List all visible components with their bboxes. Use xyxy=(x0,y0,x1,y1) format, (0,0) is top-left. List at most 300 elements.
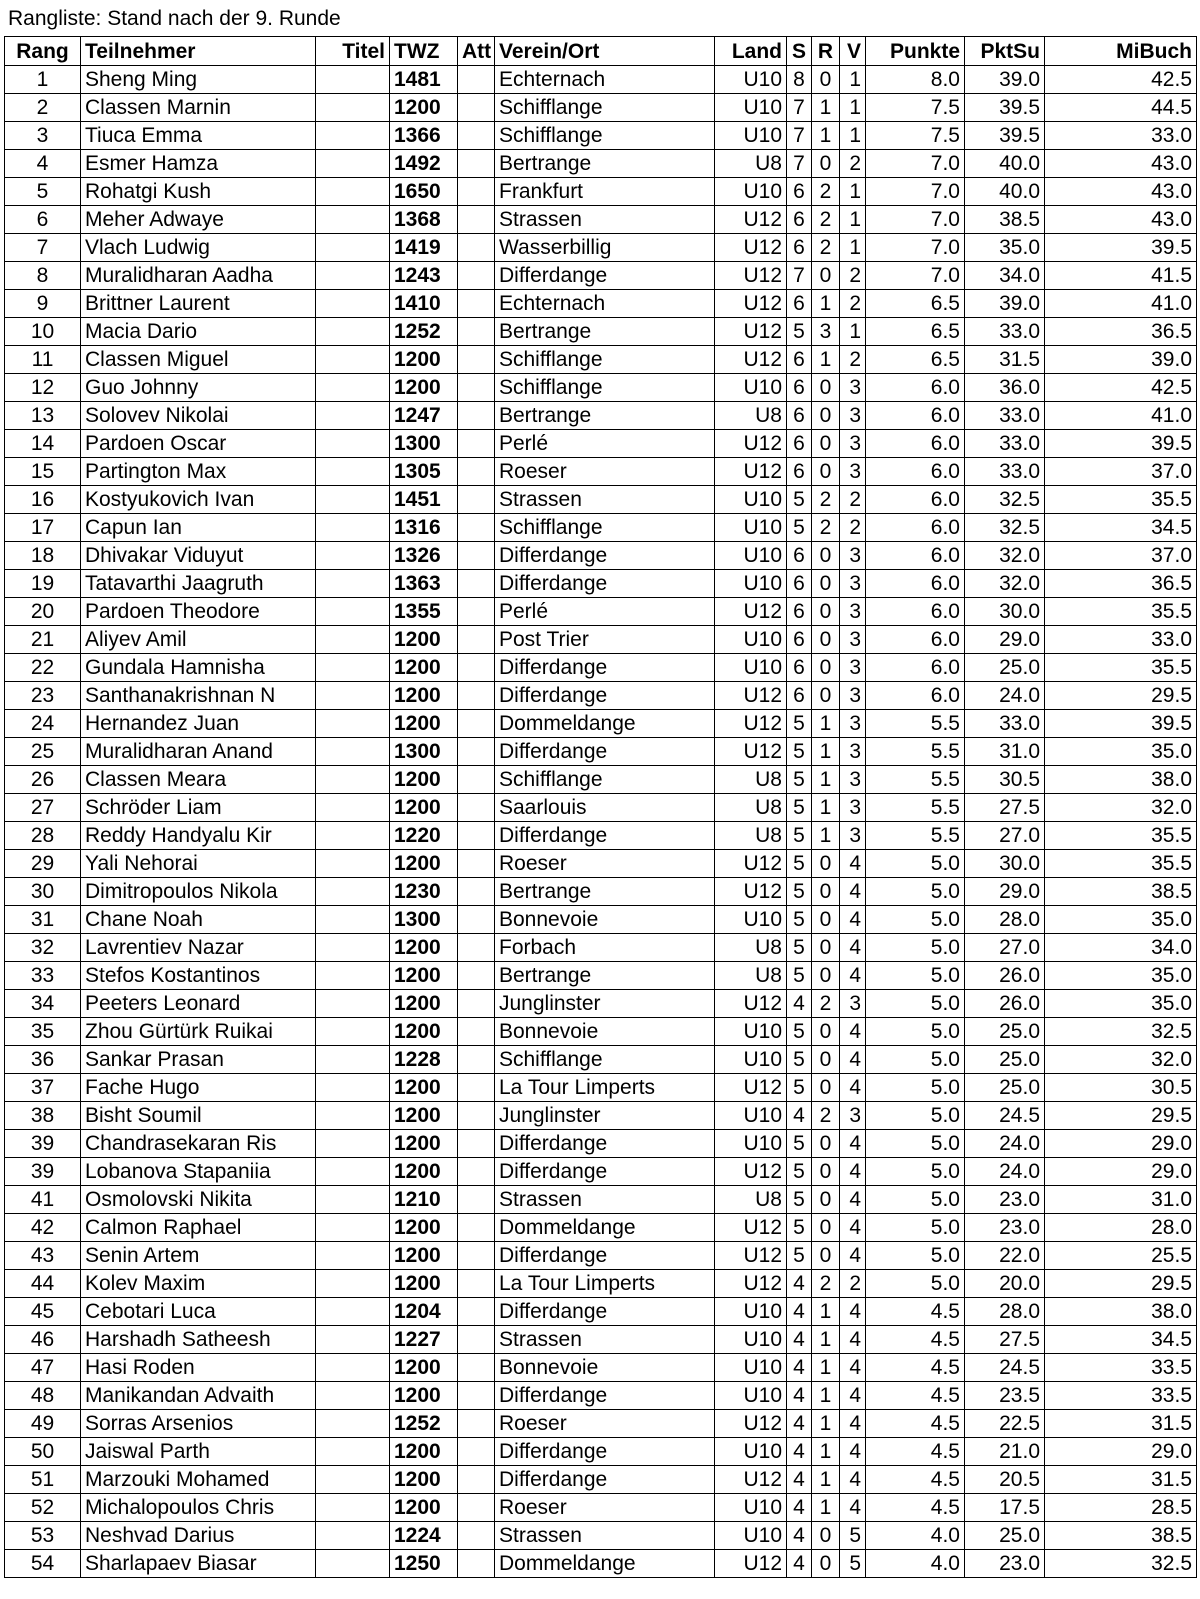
table-row xyxy=(5,654,1197,682)
table-row xyxy=(5,738,1197,766)
cell-rang: 8 xyxy=(5,262,81,290)
cell-s: 4 xyxy=(787,1270,812,1298)
cell-mibuch: 43.0 xyxy=(1045,150,1197,178)
cell-pktsu: 27.0 xyxy=(965,822,1045,850)
cell-att xyxy=(458,402,495,430)
cell-rang: 18 xyxy=(5,542,81,570)
cell-land: U10 xyxy=(715,486,787,514)
cell-land: U10 xyxy=(715,1018,787,1046)
cell-land: U8 xyxy=(715,794,787,822)
cell-land: U12 xyxy=(715,1550,787,1578)
cell-teilnehmer: Esmer Hamza xyxy=(81,150,316,178)
cell-twz: 1204 xyxy=(390,1298,458,1326)
cell-s: 4 xyxy=(787,1550,812,1578)
cell-att xyxy=(458,822,495,850)
cell-verein: Roeser xyxy=(495,1410,715,1438)
cell-verein: Echternach xyxy=(495,66,715,94)
cell-teilnehmer: Sorras Arsenios xyxy=(81,1410,316,1438)
cell-titel xyxy=(316,1214,390,1242)
cell-mibuch: 29.0 xyxy=(1045,1158,1197,1186)
cell-att xyxy=(458,1186,495,1214)
cell-titel xyxy=(316,1102,390,1130)
cell-rang: 3 xyxy=(5,122,81,150)
cell-teilnehmer: Guo Johnny xyxy=(81,374,316,402)
cell-punkte: 5.0 xyxy=(866,1270,965,1298)
cell-rang: 27 xyxy=(5,794,81,822)
cell-v: 3 xyxy=(840,570,866,598)
cell-pktsu: 33.0 xyxy=(965,318,1045,346)
table-row xyxy=(5,1018,1197,1046)
col-header-rang: Rang xyxy=(5,37,81,66)
col-header-twz: TWZ xyxy=(390,37,458,66)
cell-titel xyxy=(316,346,390,374)
cell-att xyxy=(458,1214,495,1242)
cell-punkte: 4.0 xyxy=(866,1550,965,1578)
cell-verein: Post Trier xyxy=(495,626,715,654)
cell-titel xyxy=(316,710,390,738)
cell-att xyxy=(458,1326,495,1354)
cell-pktsu: 22.5 xyxy=(965,1410,1045,1438)
cell-rang: 22 xyxy=(5,654,81,682)
cell-punkte: 5.0 xyxy=(866,1214,965,1242)
cell-att xyxy=(458,430,495,458)
table-row xyxy=(5,346,1197,374)
cell-v: 3 xyxy=(840,542,866,570)
cell-s: 5 xyxy=(787,766,812,794)
table-row xyxy=(5,1270,1197,1298)
cell-att xyxy=(458,1494,495,1522)
cell-verein: Strassen xyxy=(495,1326,715,1354)
cell-s: 6 xyxy=(787,430,812,458)
cell-titel xyxy=(316,1298,390,1326)
cell-land: U12 xyxy=(715,738,787,766)
table-row xyxy=(5,1298,1197,1326)
cell-s: 8 xyxy=(787,66,812,94)
cell-r: 0 xyxy=(812,878,840,906)
cell-pktsu: 20.0 xyxy=(965,1270,1045,1298)
cell-titel xyxy=(316,878,390,906)
cell-titel xyxy=(316,1242,390,1270)
cell-punkte: 5.0 xyxy=(866,1130,965,1158)
cell-pktsu: 39.5 xyxy=(965,94,1045,122)
cell-pktsu: 40.0 xyxy=(965,178,1045,206)
cell-rang: 30 xyxy=(5,878,81,906)
cell-rang: 46 xyxy=(5,1326,81,1354)
cell-twz: 1326 xyxy=(390,542,458,570)
cell-twz: 1200 xyxy=(390,374,458,402)
cell-punkte: 6.0 xyxy=(866,570,965,598)
cell-twz: 1200 xyxy=(390,710,458,738)
cell-twz: 1316 xyxy=(390,514,458,542)
cell-r: 0 xyxy=(812,66,840,94)
cell-verein: La Tour Limperts xyxy=(495,1270,715,1298)
cell-att xyxy=(458,178,495,206)
cell-rang: 32 xyxy=(5,934,81,962)
cell-land: U12 xyxy=(715,850,787,878)
cell-v: 3 xyxy=(840,374,866,402)
cell-teilnehmer: Chane Noah xyxy=(81,906,316,934)
cell-rang: 28 xyxy=(5,822,81,850)
cell-verein: Echternach xyxy=(495,290,715,318)
cell-s: 5 xyxy=(787,1242,812,1270)
cell-titel xyxy=(316,542,390,570)
cell-verein: Schifflange xyxy=(495,514,715,542)
cell-land: U10 xyxy=(715,1326,787,1354)
cell-rang: 44 xyxy=(5,1270,81,1298)
cell-verein: Bertrange xyxy=(495,150,715,178)
cell-mibuch: 35.0 xyxy=(1045,990,1197,1018)
cell-v: 3 xyxy=(840,654,866,682)
cell-mibuch: 34.5 xyxy=(1045,1326,1197,1354)
cell-titel xyxy=(316,626,390,654)
cell-r: 0 xyxy=(812,626,840,654)
table-row xyxy=(5,1522,1197,1550)
cell-mibuch: 41.0 xyxy=(1045,290,1197,318)
cell-verein: Dommeldange xyxy=(495,1550,715,1578)
cell-verein: Schifflange xyxy=(495,346,715,374)
cell-s: 6 xyxy=(787,542,812,570)
cell-rang: 54 xyxy=(5,1550,81,1578)
cell-r: 0 xyxy=(812,962,840,990)
cell-punkte: 4.5 xyxy=(866,1438,965,1466)
cell-land: U10 xyxy=(715,1382,787,1410)
cell-mibuch: 41.5 xyxy=(1045,262,1197,290)
cell-mibuch: 35.5 xyxy=(1045,822,1197,850)
cell-r: 1 xyxy=(812,1438,840,1466)
cell-r: 0 xyxy=(812,1186,840,1214)
table-row xyxy=(5,682,1197,710)
cell-mibuch: 32.5 xyxy=(1045,1018,1197,1046)
cell-land: U8 xyxy=(715,1186,787,1214)
cell-pktsu: 33.0 xyxy=(965,710,1045,738)
table-row xyxy=(5,766,1197,794)
cell-rang: 20 xyxy=(5,598,81,626)
cell-att xyxy=(458,794,495,822)
cell-teilnehmer: Capun Ian xyxy=(81,514,316,542)
cell-pktsu: 32.0 xyxy=(965,542,1045,570)
cell-titel xyxy=(316,1438,390,1466)
cell-v: 4 xyxy=(840,1466,866,1494)
col-header-land: Land xyxy=(715,37,787,66)
cell-pktsu: 32.0 xyxy=(965,570,1045,598)
cell-punkte: 5.0 xyxy=(866,850,965,878)
cell-punkte: 5.0 xyxy=(866,1018,965,1046)
cell-punkte: 6.0 xyxy=(866,598,965,626)
cell-titel xyxy=(316,178,390,206)
cell-teilnehmer: Brittner Laurent xyxy=(81,290,316,318)
table-row xyxy=(5,458,1197,486)
cell-verein: Bertrange xyxy=(495,878,715,906)
cell-pktsu: 28.0 xyxy=(965,1298,1045,1326)
cell-att xyxy=(458,374,495,402)
cell-r: 0 xyxy=(812,1214,840,1242)
cell-twz: 1300 xyxy=(390,738,458,766)
cell-titel xyxy=(316,1270,390,1298)
cell-twz: 1200 xyxy=(390,1130,458,1158)
cell-rang: 24 xyxy=(5,710,81,738)
cell-pktsu: 26.0 xyxy=(965,962,1045,990)
cell-rang: 45 xyxy=(5,1298,81,1326)
cell-v: 4 xyxy=(840,1046,866,1074)
cell-pktsu: 23.0 xyxy=(965,1550,1045,1578)
cell-rang: 14 xyxy=(5,430,81,458)
cell-titel xyxy=(316,262,390,290)
cell-att xyxy=(458,234,495,262)
table-row xyxy=(5,1410,1197,1438)
cell-teilnehmer: Manikandan Advaith xyxy=(81,1382,316,1410)
cell-att xyxy=(458,1522,495,1550)
cell-r: 2 xyxy=(812,1270,840,1298)
cell-r: 0 xyxy=(812,542,840,570)
cell-r: 0 xyxy=(812,598,840,626)
cell-v: 3 xyxy=(840,738,866,766)
cell-punkte: 4.5 xyxy=(866,1494,965,1522)
cell-att xyxy=(458,1074,495,1102)
cell-pktsu: 27.5 xyxy=(965,1326,1045,1354)
cell-pktsu: 25.0 xyxy=(965,654,1045,682)
cell-land: U10 xyxy=(715,1494,787,1522)
table-row xyxy=(5,1158,1197,1186)
cell-r: 1 xyxy=(812,1382,840,1410)
cell-twz: 1355 xyxy=(390,598,458,626)
cell-punkte: 5.0 xyxy=(866,1242,965,1270)
cell-v: 2 xyxy=(840,346,866,374)
table-row xyxy=(5,66,1197,94)
cell-s: 6 xyxy=(787,458,812,486)
cell-mibuch: 43.0 xyxy=(1045,178,1197,206)
cell-r: 2 xyxy=(812,1102,840,1130)
cell-r: 0 xyxy=(812,1018,840,1046)
cell-teilnehmer: Rohatgi Kush xyxy=(81,178,316,206)
cell-mibuch: 42.5 xyxy=(1045,374,1197,402)
cell-twz: 1200 xyxy=(390,1354,458,1382)
cell-punkte: 5.5 xyxy=(866,822,965,850)
cell-att xyxy=(458,150,495,178)
cell-rang: 23 xyxy=(5,682,81,710)
cell-r: 1 xyxy=(812,122,840,150)
cell-titel xyxy=(316,122,390,150)
cell-rang: 39 xyxy=(5,1130,81,1158)
cell-teilnehmer: Vlach Ludwig xyxy=(81,234,316,262)
cell-att xyxy=(458,598,495,626)
cell-r: 2 xyxy=(812,486,840,514)
cell-r: 2 xyxy=(812,206,840,234)
cell-att xyxy=(458,514,495,542)
cell-mibuch: 38.0 xyxy=(1045,766,1197,794)
table-row xyxy=(5,1130,1197,1158)
cell-titel xyxy=(316,94,390,122)
cell-v: 4 xyxy=(840,1214,866,1242)
cell-s: 5 xyxy=(787,962,812,990)
cell-verein: Strassen xyxy=(495,206,715,234)
cell-mibuch: 35.5 xyxy=(1045,654,1197,682)
cell-titel xyxy=(316,66,390,94)
cell-att xyxy=(458,1438,495,1466)
cell-punkte: 4.5 xyxy=(866,1326,965,1354)
cell-verein: Frankfurt xyxy=(495,178,715,206)
cell-teilnehmer: Senin Artem xyxy=(81,1242,316,1270)
cell-titel xyxy=(316,1130,390,1158)
cell-twz: 1243 xyxy=(390,262,458,290)
cell-mibuch: 38.0 xyxy=(1045,1298,1197,1326)
cell-att xyxy=(458,1466,495,1494)
table-row xyxy=(5,122,1197,150)
cell-mibuch: 33.0 xyxy=(1045,626,1197,654)
cell-mibuch: 29.0 xyxy=(1045,1438,1197,1466)
cell-mibuch: 39.5 xyxy=(1045,710,1197,738)
cell-twz: 1200 xyxy=(390,1102,458,1130)
cell-att xyxy=(458,94,495,122)
cell-pktsu: 36.0 xyxy=(965,374,1045,402)
cell-teilnehmer: Pardoen Theodore xyxy=(81,598,316,626)
cell-titel xyxy=(316,318,390,346)
cell-titel xyxy=(316,598,390,626)
cell-punkte: 5.0 xyxy=(866,1186,965,1214)
cell-pktsu: 38.5 xyxy=(965,206,1045,234)
cell-verein: Differdange xyxy=(495,682,715,710)
cell-rang: 38 xyxy=(5,1102,81,1130)
cell-rang: 37 xyxy=(5,1074,81,1102)
cell-verein: Differdange xyxy=(495,654,715,682)
cell-s: 4 xyxy=(787,1494,812,1522)
cell-s: 6 xyxy=(787,654,812,682)
cell-mibuch: 38.5 xyxy=(1045,878,1197,906)
cell-titel xyxy=(316,850,390,878)
cell-s: 4 xyxy=(787,1326,812,1354)
cell-s: 5 xyxy=(787,710,812,738)
cell-att xyxy=(458,1242,495,1270)
cell-punkte: 4.0 xyxy=(866,1522,965,1550)
cell-verein: Junglinster xyxy=(495,990,715,1018)
cell-mibuch: 31.5 xyxy=(1045,1410,1197,1438)
cell-titel xyxy=(316,430,390,458)
cell-twz: 1200 xyxy=(390,1382,458,1410)
cell-land: U12 xyxy=(715,1270,787,1298)
cell-twz: 1252 xyxy=(390,1410,458,1438)
cell-r: 1 xyxy=(812,1354,840,1382)
cell-mibuch: 33.5 xyxy=(1045,1382,1197,1410)
table-row xyxy=(5,934,1197,962)
cell-mibuch: 39.0 xyxy=(1045,346,1197,374)
cell-v: 1 xyxy=(840,94,866,122)
table-row xyxy=(5,1074,1197,1102)
cell-pktsu: 39.0 xyxy=(965,66,1045,94)
cell-att xyxy=(458,318,495,346)
table-row xyxy=(5,290,1197,318)
table-row xyxy=(5,1494,1197,1522)
cell-land: U10 xyxy=(715,626,787,654)
cell-twz: 1200 xyxy=(390,1074,458,1102)
cell-teilnehmer: Classen Meara xyxy=(81,766,316,794)
cell-punkte: 6.0 xyxy=(866,654,965,682)
cell-rang: 7 xyxy=(5,234,81,262)
cell-s: 6 xyxy=(787,682,812,710)
cell-rang: 43 xyxy=(5,1242,81,1270)
cell-att xyxy=(458,346,495,374)
cell-twz: 1200 xyxy=(390,1242,458,1270)
cell-att xyxy=(458,626,495,654)
cell-v: 3 xyxy=(840,682,866,710)
cell-teilnehmer: Santhanakrishnan N xyxy=(81,682,316,710)
cell-att xyxy=(458,262,495,290)
cell-twz: 1363 xyxy=(390,570,458,598)
cell-land: U10 xyxy=(715,66,787,94)
cell-punkte: 5.5 xyxy=(866,766,965,794)
cell-verein: Differdange xyxy=(495,570,715,598)
cell-land: U10 xyxy=(715,1354,787,1382)
cell-v: 3 xyxy=(840,430,866,458)
cell-teilnehmer: Peeters Leonard xyxy=(81,990,316,1018)
cell-att xyxy=(458,1158,495,1186)
cell-teilnehmer: Macia Dario xyxy=(81,318,316,346)
cell-v: 4 xyxy=(840,934,866,962)
cell-att xyxy=(458,1130,495,1158)
cell-att xyxy=(458,290,495,318)
col-header-punkte: Punkte xyxy=(866,37,965,66)
cell-punkte: 7.0 xyxy=(866,178,965,206)
col-header-mibuch: MiBuch xyxy=(1045,37,1197,66)
cell-r: 1 xyxy=(812,1494,840,1522)
cell-verein: Differdange xyxy=(495,1158,715,1186)
cell-teilnehmer: Osmolovski Nikita xyxy=(81,1186,316,1214)
cell-punkte: 4.5 xyxy=(866,1410,965,1438)
cell-s: 5 xyxy=(787,794,812,822)
cell-titel xyxy=(316,738,390,766)
cell-s: 7 xyxy=(787,150,812,178)
cell-mibuch: 29.5 xyxy=(1045,1270,1197,1298)
cell-pktsu: 27.5 xyxy=(965,794,1045,822)
table-row xyxy=(5,94,1197,122)
cell-teilnehmer: Dhivakar Viduyut xyxy=(81,542,316,570)
cell-twz: 1305 xyxy=(390,458,458,486)
cell-land: U12 xyxy=(715,234,787,262)
cell-twz: 1200 xyxy=(390,1466,458,1494)
cell-land: U10 xyxy=(715,1130,787,1158)
cell-att xyxy=(458,1550,495,1578)
cell-s: 4 xyxy=(787,1102,812,1130)
cell-verein: Strassen xyxy=(495,1522,715,1550)
cell-att xyxy=(458,654,495,682)
cell-punkte: 5.5 xyxy=(866,710,965,738)
cell-pktsu: 23.0 xyxy=(965,1186,1045,1214)
cell-mibuch: 35.5 xyxy=(1045,598,1197,626)
cell-mibuch: 34.5 xyxy=(1045,514,1197,542)
cell-land: U12 xyxy=(715,990,787,1018)
table-row xyxy=(5,1046,1197,1074)
cell-twz: 1200 xyxy=(390,850,458,878)
cell-verein: Bertrange xyxy=(495,962,715,990)
cell-rang: 29 xyxy=(5,850,81,878)
cell-land: U10 xyxy=(715,178,787,206)
cell-teilnehmer: Muralidharan Anand xyxy=(81,738,316,766)
cell-mibuch: 32.5 xyxy=(1045,1550,1197,1578)
cell-v: 5 xyxy=(840,1550,866,1578)
cell-titel xyxy=(316,906,390,934)
cell-verein: Differdange xyxy=(495,822,715,850)
cell-teilnehmer: Solovev Nikolai xyxy=(81,402,316,430)
cell-v: 3 xyxy=(840,458,866,486)
cell-pktsu: 21.0 xyxy=(965,1438,1045,1466)
cell-punkte: 6.0 xyxy=(866,542,965,570)
cell-teilnehmer: Tatavarthi Jaagruth xyxy=(81,570,316,598)
cell-verein: Schifflange xyxy=(495,94,715,122)
cell-twz: 1200 xyxy=(390,934,458,962)
cell-v: 1 xyxy=(840,206,866,234)
table-row xyxy=(5,430,1197,458)
cell-land: U12 xyxy=(715,1466,787,1494)
cell-att xyxy=(458,878,495,906)
cell-teilnehmer: Lavrentiev Nazar xyxy=(81,934,316,962)
